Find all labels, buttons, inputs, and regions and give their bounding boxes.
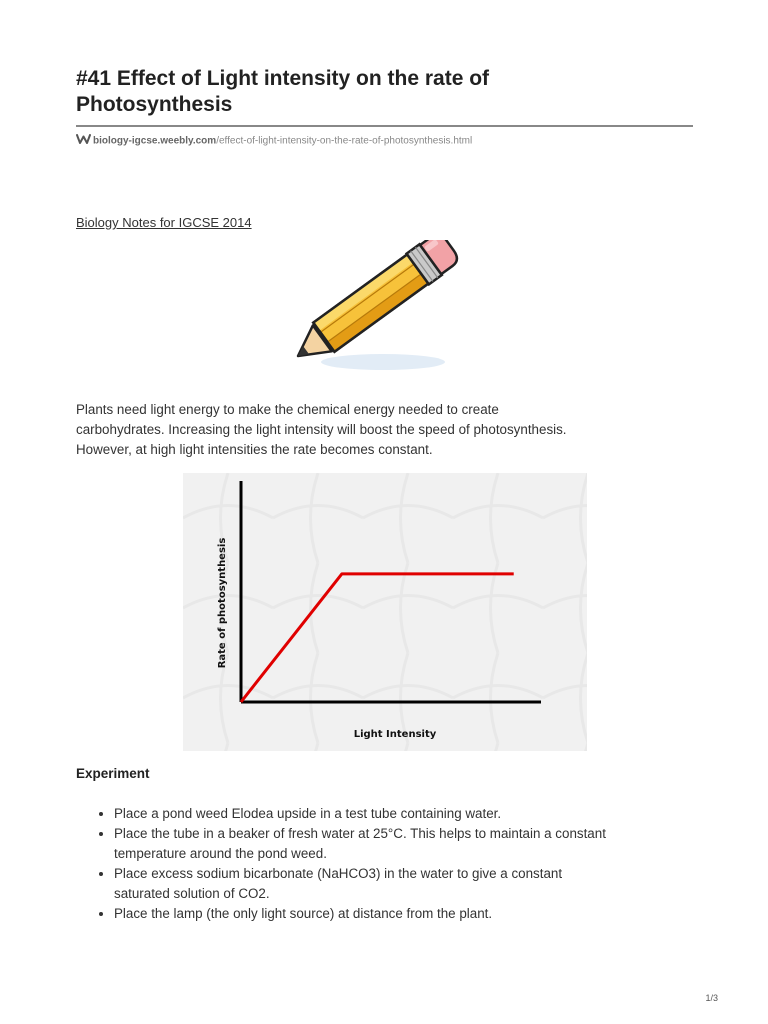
title-divider [76, 125, 693, 127]
x-axis-label: Light Intensity [353, 729, 437, 740]
source-link[interactable] [76, 133, 472, 149]
list-item [114, 804, 696, 824]
experiment-steps [76, 804, 696, 924]
intro-line-1: Plants need light energy to make the chemical energy needed to create [76, 402, 499, 417]
intro-paragraph [76, 400, 676, 460]
list-item [114, 904, 696, 924]
title-line-1: #41 Effect of Light intensity on the rate of [76, 67, 490, 90]
intro-line-2: carbohydrates. Increasing the light intensity will boost the speed of photosynthesis. [76, 422, 567, 437]
title-line-2: Photosynthesis [76, 93, 233, 116]
step-1-line-1: Place a pond weed Elodea upside in a test tube containing water. [114, 806, 502, 821]
step-3-line-1: Place excess sodium bicarbonate (NaHCO3) in the water to give a constant [114, 866, 563, 881]
intro-line-3: However, at high light intensities the rate becomes constant. [76, 442, 433, 457]
notes-link[interactable]: Biology Notes for IGCSE 2014 [76, 215, 252, 230]
step-2-line-1: Place the tube in a beaker of fresh water at 25°C. This helps to maintain a constant [114, 826, 606, 841]
pencil-icon [288, 240, 488, 390]
y-axis-label: Rate of photosynthesis [217, 537, 228, 669]
list-item [114, 864, 696, 904]
page-number: 1/3 [705, 993, 718, 1003]
list-item [114, 824, 696, 864]
source-domain[interactable]: biology-igcse.weebly.com [93, 135, 217, 147]
weebly-icon [76, 133, 91, 149]
page-title [76, 66, 696, 118]
step-3-line-2: saturated solution of CO2. [114, 886, 270, 901]
step-4-line-1: Place the lamp (the only light source) at distance from the plant. [114, 906, 493, 921]
rate-graph-svg [183, 473, 587, 751]
experiment-heading: Experiment [76, 766, 150, 781]
rate-graph [183, 473, 587, 751]
source-path[interactable]: /effect-of-light-intensity-on-the-rate-of-photosynthesis.html [216, 135, 473, 147]
step-2-line-2: temperature around the pond weed. [114, 846, 327, 861]
